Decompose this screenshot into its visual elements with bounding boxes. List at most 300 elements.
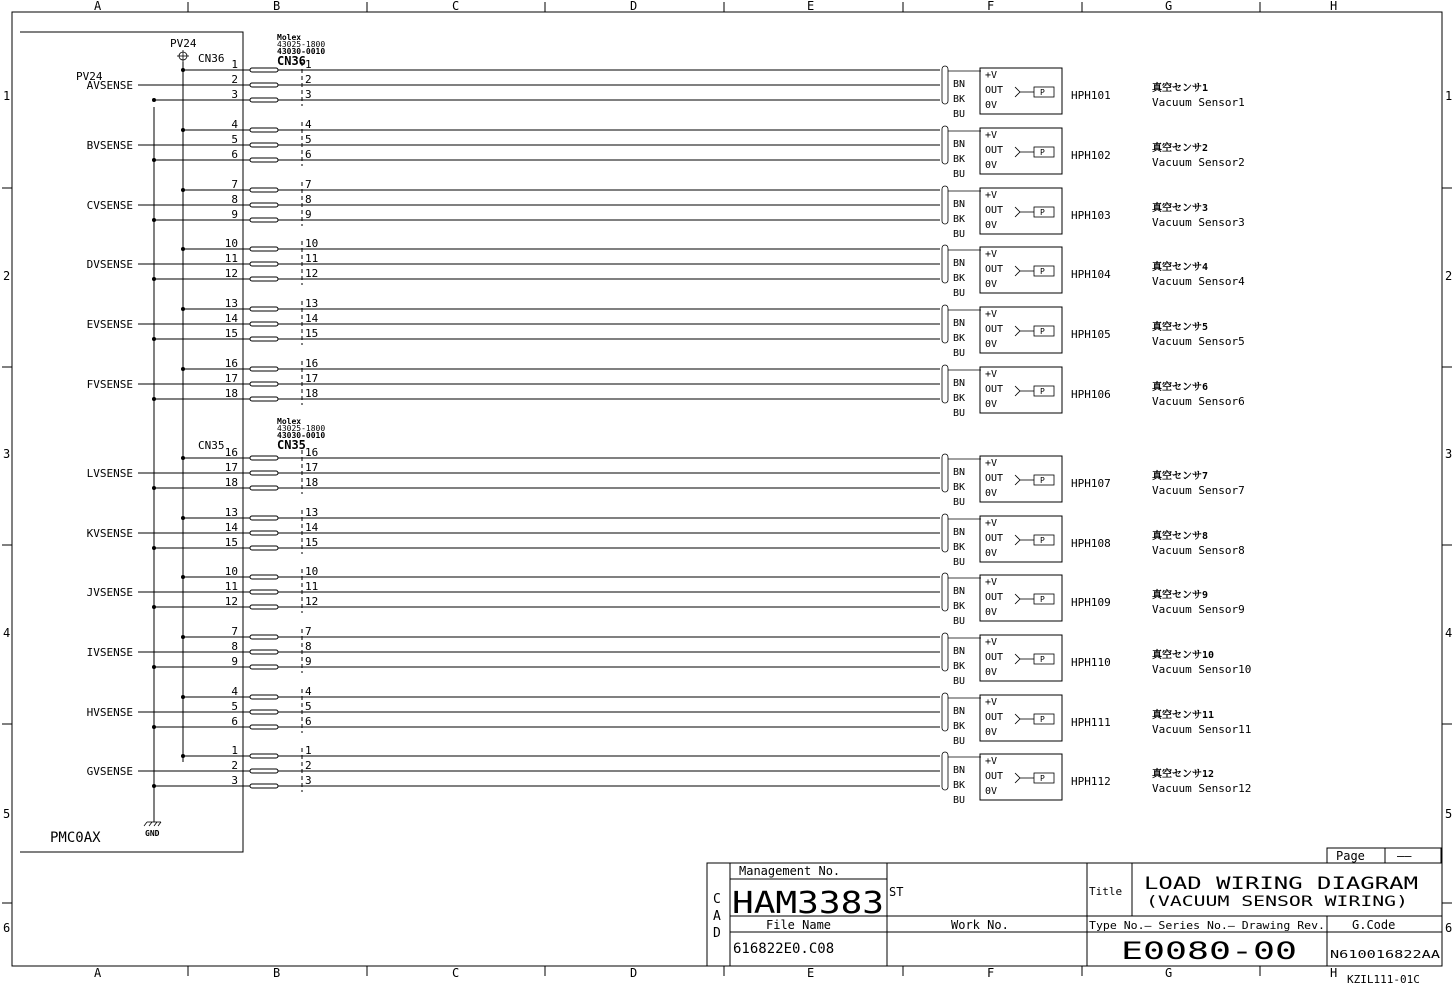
pv24-net-label: PV24: [76, 70, 103, 83]
column-label-bottom: H: [1330, 966, 1338, 980]
cn35-part-number-1: 43025-1800: [277, 424, 326, 433]
mating-pin-number: 1: [305, 744, 312, 757]
type-no-label: Type No.— Series No.— Drawing Rev.: [1089, 919, 1325, 932]
mating-pin-number: 17: [305, 461, 319, 474]
device-ref: HPH106: [1071, 388, 1111, 401]
channel-hph101: [87, 58, 1245, 120]
connector-pin-number: 7: [231, 178, 238, 191]
column-label-top: H: [1330, 0, 1338, 13]
device-ref: HPH105: [1071, 328, 1111, 341]
wire-color-label: BN: [953, 199, 966, 210]
sensor-output-arrow: [1015, 147, 1020, 157]
pressure-symbol: P: [1040, 715, 1045, 724]
column-label-bottom: B: [273, 966, 281, 980]
cable-bundle: [942, 454, 948, 492]
mating-pin-number: 13: [305, 506, 319, 519]
connector-pin-number: 12: [224, 595, 238, 608]
row-label-left: 6: [3, 921, 11, 935]
title-line-1: LOAD WIRING DIAGRAM: [1144, 874, 1418, 894]
connector-pin-number: 10: [224, 565, 238, 578]
connector-pin: [250, 83, 278, 87]
connector-pin: [250, 590, 278, 594]
column-label-top: C: [452, 0, 460, 13]
column-label-top: A: [94, 0, 102, 13]
g-code-value: N610016822AA: [1330, 948, 1441, 961]
device-ref: HPH109: [1071, 596, 1111, 609]
ground-junction: [152, 397, 156, 401]
wire-color-label: BU: [953, 169, 966, 180]
connector-pin-number: 3: [231, 774, 238, 787]
wire-color-label: BU: [953, 497, 966, 508]
sensor-terminal-label: 0V: [985, 339, 998, 350]
sensor-name-jp: 真空センサ4: [1152, 262, 1209, 273]
mating-pin-number: 17: [305, 372, 319, 385]
mating-pin-number: 16: [305, 446, 319, 459]
column-label-top: E: [807, 0, 815, 13]
wire-color-label: BU: [953, 616, 966, 627]
power-junction: [181, 247, 185, 251]
wire-color-label: BN: [953, 79, 966, 90]
connector-pin: [250, 322, 278, 326]
signal-label: LVSENSE: [86, 467, 133, 480]
wire-color-label: BN: [953, 139, 966, 150]
wire-color-label: BK: [953, 94, 966, 105]
device-ref: HPH107: [1071, 477, 1111, 490]
pressure-symbol: P: [1040, 476, 1045, 485]
cad-letter-a: A: [713, 909, 721, 924]
mating-pin-number: 9: [305, 655, 312, 668]
sensor-channels: [87, 58, 1252, 806]
sensor-output-arrow: [1015, 326, 1020, 336]
sensor-name-en: Vacuum Sensor10: [1152, 663, 1252, 676]
connector-pin-number: 9: [231, 208, 238, 221]
sensor-name-en: Vacuum Sensor1: [1152, 96, 1245, 109]
cn36-ref-label: CN36: [198, 52, 225, 65]
connector-pin: [250, 605, 278, 609]
sensor-name-en: Vacuum Sensor7: [1152, 484, 1245, 497]
mating-pin-number: 12: [305, 267, 319, 280]
sensor-terminal-label: +V: [985, 577, 998, 588]
mating-pin-number: 15: [305, 536, 319, 549]
sensor-output-arrow: [1015, 535, 1020, 545]
wire-color-label: BN: [953, 646, 966, 657]
connector-pin: [250, 695, 278, 699]
wire-color-label: BK: [953, 482, 966, 493]
wire-color-label: BN: [953, 527, 966, 538]
connector-pin-number: 10: [224, 237, 238, 250]
cn35-maker: Molex: [277, 417, 302, 426]
sensor-terminal-label: 0V: [985, 727, 998, 738]
mating-pin-number: 5: [305, 700, 312, 713]
ground-junction: [152, 665, 156, 669]
sensor-name-jp: 真空センサ3: [1152, 203, 1209, 214]
power-junction: [181, 456, 185, 460]
sensor-output-arrow: [1015, 266, 1020, 276]
sensor-name-en: Vacuum Sensor3: [1152, 216, 1245, 229]
channel-hph105: [87, 297, 1245, 359]
sensor-name-jp: 真空センサ9: [1152, 590, 1209, 601]
pressure-symbol: P: [1040, 327, 1045, 336]
device-ref: HPH102: [1071, 149, 1111, 162]
connector-pin-number: 13: [224, 506, 238, 519]
sensor-terminal-label: +V: [985, 369, 998, 380]
row-label-right: 1: [1445, 89, 1453, 103]
connector-pin: [250, 188, 278, 192]
signal-label: JVSENSE: [86, 586, 133, 599]
connector-pin: [250, 68, 278, 72]
connector-pin: [250, 143, 278, 147]
row-label-left: 1: [3, 89, 11, 103]
channel-hph104: [87, 237, 1245, 299]
wire-color-label: BU: [953, 736, 966, 747]
connector-pin-number: 17: [224, 461, 238, 474]
cn36-maker: Molex: [277, 33, 302, 42]
sensor-name-jp: 真空センサ12: [1152, 769, 1215, 780]
connector-pin: [250, 531, 278, 535]
connector-pin: [250, 397, 278, 401]
mating-pin-number: 16: [305, 357, 319, 370]
sensor-output-arrow: [1015, 87, 1020, 97]
cable-bundle: [942, 514, 948, 552]
wire-color-label: BK: [953, 721, 966, 732]
cn35-ref-label: CN35: [198, 439, 225, 452]
work-no-label: Work No.: [951, 918, 1009, 932]
device-ref: HPH103: [1071, 209, 1111, 222]
drawing-number: E0080-00: [1121, 937, 1297, 965]
cable-bundle: [942, 245, 948, 283]
wire-color-label: BK: [953, 393, 966, 404]
ground-junction: [152, 546, 156, 550]
sensor-name-jp: 真空センサ7: [1152, 471, 1209, 482]
ground-junction: [152, 337, 156, 341]
mating-pin-number: 4: [305, 118, 312, 131]
power-junction: [181, 516, 185, 520]
column-label-bottom: F: [987, 966, 995, 980]
wire-color-label: BU: [953, 109, 966, 120]
connector-pin: [250, 575, 278, 579]
mating-pin-number: 9: [305, 208, 312, 221]
management-no-label: Management No.: [739, 864, 841, 878]
sensor-name-en: Vacuum Sensor8: [1152, 544, 1245, 557]
wire-color-label: BU: [953, 348, 966, 359]
connector-pin-number: 3: [231, 88, 238, 101]
cad-letter-d: D: [713, 926, 721, 941]
device-ref: HPH104: [1071, 268, 1111, 281]
power-junction: [181, 367, 185, 371]
connector-pin-number: 6: [231, 715, 238, 728]
channel-hph110: [87, 625, 1252, 687]
sensor-terminal-label: 0V: [985, 488, 998, 499]
sensor-terminal-label: OUT: [985, 533, 1004, 544]
cable-bundle: [942, 693, 948, 731]
column-label-bottom: C: [452, 966, 460, 980]
wire-color-label: BN: [953, 258, 966, 269]
ground-junction: [152, 725, 156, 729]
column-label-bottom: A: [94, 966, 102, 980]
signal-label: GVSENSE: [86, 765, 133, 778]
wire-color-label: BU: [953, 676, 966, 687]
sensor-name-en: Vacuum Sensor2: [1152, 156, 1245, 169]
connector-pin-number: 18: [224, 387, 238, 400]
connector-pin-number: 2: [231, 73, 238, 86]
cable-bundle: [942, 305, 948, 343]
mating-pin-number: 7: [305, 178, 312, 191]
sensor-terminal-label: +V: [985, 249, 998, 260]
cn36-label: CN36: [277, 54, 306, 68]
row-label-left: 5: [3, 807, 11, 821]
device-ref: HPH108: [1071, 537, 1111, 550]
sensor-terminal-label: +V: [985, 130, 998, 141]
wire-color-label: BU: [953, 408, 966, 419]
power-junction: [181, 635, 185, 639]
g-code-label: G.Code: [1352, 918, 1396, 932]
mating-pin-number: 10: [305, 565, 319, 578]
file-name-value: 616822E0.C08: [733, 941, 835, 957]
power-junction: [181, 128, 185, 132]
file-name-label: File Name: [766, 918, 832, 932]
sensor-terminal-label: 0V: [985, 160, 998, 171]
connector-pin: [250, 754, 278, 758]
column-label-top: D: [630, 0, 638, 13]
connector-pin-number: 15: [224, 327, 238, 340]
connector-pin-number: 11: [224, 252, 238, 265]
board-name: PMC0AX: [50, 830, 101, 846]
ground-junction: [152, 277, 156, 281]
connector-pin: [250, 665, 278, 669]
connector-pin: [250, 382, 278, 386]
connector-pin-number: 14: [224, 312, 238, 325]
power-junction: [181, 307, 185, 311]
wire-color-label: BK: [953, 214, 966, 225]
wire-color-label: BK: [953, 780, 966, 791]
column-label-top: G: [1165, 0, 1173, 13]
mating-pin-number: 4: [305, 685, 312, 698]
sensor-terminal-label: 0V: [985, 786, 998, 797]
channel-hph103: [87, 178, 1245, 240]
connector-pin-number: 8: [231, 640, 238, 653]
wire-color-label: BN: [953, 467, 966, 478]
sensor-terminal-label: 0V: [985, 100, 998, 111]
connector-pin: [250, 635, 278, 639]
connector-pin: [250, 247, 278, 251]
connector-pin-number: 11: [224, 580, 238, 593]
signal-label: DVSENSE: [86, 258, 133, 271]
connector-pin: [250, 710, 278, 714]
mating-pin-number: 3: [305, 774, 312, 787]
wire-color-label: BN: [953, 706, 966, 717]
channel-hph112: [87, 744, 1252, 806]
power-junction: [181, 695, 185, 699]
title-line-2: (VACUUM SENSOR WIRING): [1146, 894, 1408, 910]
connector-pin: [250, 218, 278, 222]
signal-label: KVSENSE: [86, 527, 133, 540]
sensor-name-en: Vacuum Sensor9: [1152, 603, 1245, 616]
sensor-terminal-label: OUT: [985, 473, 1004, 484]
sensor-name-en: Vacuum Sensor5: [1152, 335, 1245, 348]
pv24-supply-label: PV24: [170, 37, 197, 50]
ground-junction: [152, 605, 156, 609]
wire-color-label: BK: [953, 661, 966, 672]
sensor-terminal-label: +V: [985, 756, 998, 767]
connector-pin-number: 5: [231, 700, 238, 713]
cable-bundle: [942, 365, 948, 403]
device-ref: HPH110: [1071, 656, 1111, 669]
signal-label: FVSENSE: [86, 378, 133, 391]
connector-pin-number: 7: [231, 625, 238, 638]
sensor-output-arrow: [1015, 594, 1020, 604]
wire-color-label: BU: [953, 229, 966, 240]
power-junction: [181, 68, 185, 72]
mating-pin-number: 5: [305, 133, 312, 146]
connector-pin-number: 9: [231, 655, 238, 668]
form-code: KZIL111-01C: [1347, 973, 1420, 986]
page-value: ——: [1397, 849, 1412, 863]
sensor-name-en: Vacuum Sensor12: [1152, 782, 1252, 795]
sensor-terminal-label: OUT: [985, 384, 1004, 395]
mating-pin-number: 6: [305, 148, 312, 161]
cable-bundle: [942, 186, 948, 224]
connector-pin: [250, 650, 278, 654]
device-ref: HPH111: [1071, 716, 1111, 729]
connector-pin-number: 16: [224, 357, 238, 370]
connector-pin: [250, 203, 278, 207]
column-label-top: F: [987, 0, 995, 13]
connector-pin: [250, 784, 278, 788]
connector-pin: [250, 546, 278, 550]
signal-label: BVSENSE: [86, 139, 133, 152]
sensor-terminal-label: +V: [985, 518, 998, 529]
connector-pin: [250, 128, 278, 132]
connector-pin: [250, 456, 278, 460]
sensor-terminal-label: OUT: [985, 592, 1004, 603]
wire-color-label: BU: [953, 557, 966, 568]
connector-pin: [250, 486, 278, 490]
cable-bundle: [942, 573, 948, 611]
mating-pin-number: 11: [305, 252, 319, 265]
connector-pin: [250, 307, 278, 311]
title-label: Title: [1089, 885, 1123, 898]
page-label: Page: [1336, 849, 1365, 863]
connector-pin-number: 8: [231, 193, 238, 206]
sensor-output-arrow: [1015, 475, 1020, 485]
channel-hph111: [87, 685, 1252, 747]
sensor-output-arrow: [1015, 773, 1020, 783]
row-label-right: 6: [1445, 921, 1453, 935]
connector-pin: [250, 98, 278, 102]
sensor-terminal-label: OUT: [985, 712, 1004, 723]
row-label-left: 3: [3, 447, 11, 461]
power-junction: [181, 754, 185, 758]
sensor-output-arrow: [1015, 386, 1020, 396]
wire-color-label: BU: [953, 795, 966, 806]
power-junction: [181, 188, 185, 192]
connector-pin-number: 13: [224, 297, 238, 310]
mating-pin-number: 14: [305, 312, 319, 325]
connector-pin: [250, 516, 278, 520]
sensor-terminal-label: OUT: [985, 652, 1004, 663]
st-label: ST: [889, 885, 904, 899]
wire-color-label: BK: [953, 542, 966, 553]
mating-pin-number: 11: [305, 580, 319, 593]
channel-hph106: [87, 357, 1245, 419]
row-label-left: 2: [3, 269, 11, 283]
mating-pin-number: 14: [305, 521, 319, 534]
pressure-symbol: P: [1040, 267, 1045, 276]
cable-bundle: [942, 66, 948, 104]
column-label-bottom: D: [630, 966, 638, 980]
mating-pin-number: 18: [305, 387, 319, 400]
connector-pin-number: 16: [224, 446, 238, 459]
wire-color-label: BN: [953, 378, 966, 389]
ground-junction: [152, 784, 156, 788]
connector-pin-number: 1: [231, 744, 238, 757]
wire-color-label: BN: [953, 318, 966, 329]
sensor-terminal-label: +V: [985, 190, 998, 201]
device-ref: HPH112: [1071, 775, 1111, 788]
cn36-part-number-1: 43025-1800: [277, 40, 326, 49]
connector-pin: [250, 367, 278, 371]
sensor-name-en: Vacuum Sensor11: [1152, 723, 1252, 736]
sensor-output-arrow: [1015, 714, 1020, 724]
ground-junction: [152, 98, 156, 102]
mating-pin-number: 2: [305, 73, 312, 86]
wire-color-label: BN: [953, 765, 966, 776]
sensor-terminal-label: 0V: [985, 548, 998, 559]
mating-pin-number: 8: [305, 193, 312, 206]
sensor-name-jp: 真空センサ10: [1152, 650, 1215, 661]
column-label-top: B: [273, 0, 281, 13]
management-no-value: HAM3383: [732, 886, 884, 921]
column-label-bottom: E: [807, 966, 815, 980]
sensor-name-jp: 真空センサ2: [1152, 143, 1209, 154]
mating-pin-number: 12: [305, 595, 319, 608]
connector-pin: [250, 277, 278, 281]
sensor-terminal-label: 0V: [985, 279, 998, 290]
sensor-output-arrow: [1015, 207, 1020, 217]
channel-hph107: [87, 446, 1245, 508]
connector-pin-number: 1: [231, 58, 238, 71]
pressure-symbol: P: [1040, 88, 1045, 97]
connector-pin: [250, 471, 278, 475]
sensor-name-en: Vacuum Sensor4: [1152, 275, 1245, 288]
channel-hph109: [87, 565, 1245, 627]
pressure-symbol: P: [1040, 595, 1045, 604]
connector-pin-number: 17: [224, 372, 238, 385]
sensor-name-en: Vacuum Sensor6: [1152, 395, 1245, 408]
mating-pin-number: 7: [305, 625, 312, 638]
mating-pin-number: 10: [305, 237, 319, 250]
ground-junction: [152, 218, 156, 222]
cn36-part-number-2: 43030-0010: [277, 47, 326, 56]
sensor-terminal-label: +V: [985, 70, 998, 81]
sensor-terminal-label: 0V: [985, 667, 998, 678]
gnd-symbol: [144, 822, 161, 826]
connector-pin-number: 6: [231, 148, 238, 161]
pressure-symbol: P: [1040, 148, 1045, 157]
row-label-right: 3: [1445, 447, 1453, 461]
connector-pin-number: 12: [224, 267, 238, 280]
cable-bundle: [942, 126, 948, 164]
wire-color-label: BK: [953, 601, 966, 612]
wire-color-label: BK: [953, 333, 966, 344]
mating-pin-number: 15: [305, 327, 319, 340]
sensor-terminal-label: OUT: [985, 145, 1004, 156]
ground-junction: [152, 486, 156, 490]
cable-bundle: [942, 752, 948, 790]
mating-pin-number: 2: [305, 759, 312, 772]
connector-pin: [250, 725, 278, 729]
sensor-name-jp: 真空センサ5: [1152, 322, 1209, 333]
